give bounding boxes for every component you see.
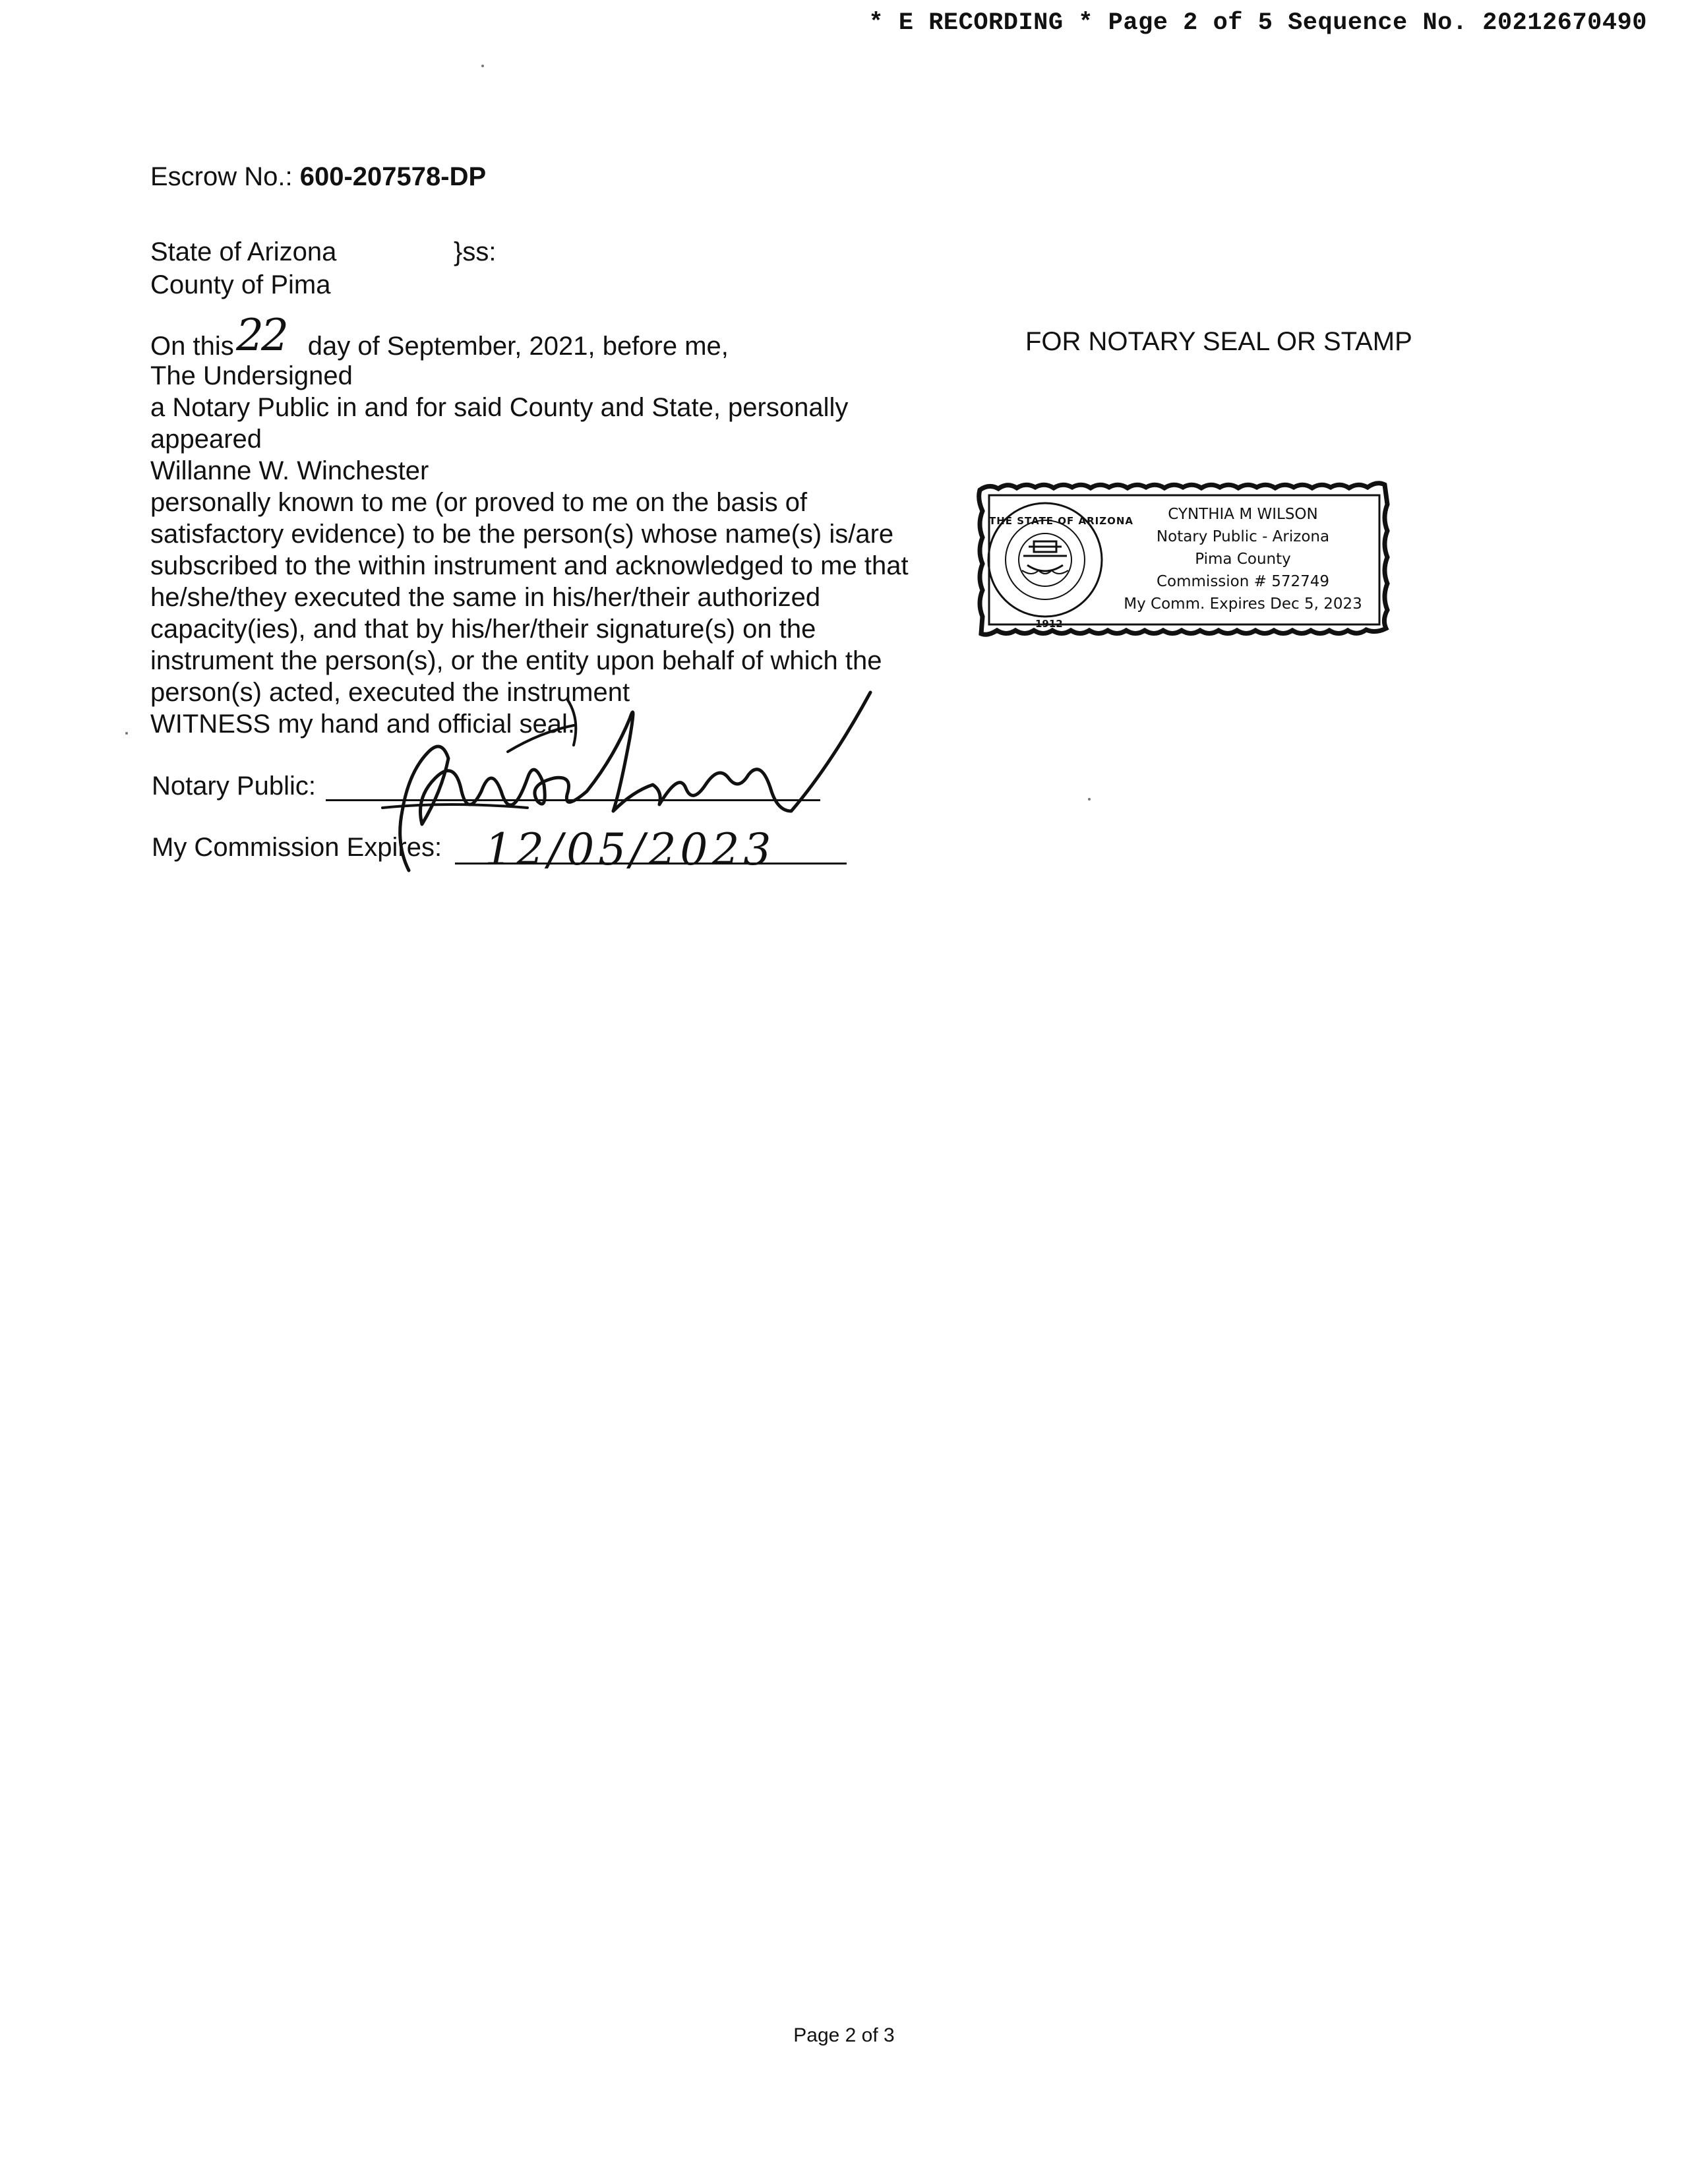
venue-ss: }ss: bbox=[454, 237, 497, 266]
seal-text-top: THE STATE OF ARIZONA bbox=[989, 515, 1134, 527]
scan-speck bbox=[1088, 798, 1091, 801]
acknowledgment-line: personally known to me (or proved to me on the basis of bbox=[150, 488, 808, 517]
acknowledgment-line: a Notary Public in and for said County and State, personally bbox=[150, 393, 849, 422]
acknowledgment-line: satisfactory evidence) to be the person(s) whose name(s) is/are bbox=[150, 520, 894, 549]
seal-caption: FOR NOTARY SEAL OR STAMP bbox=[1025, 327, 1412, 356]
notary-stamp bbox=[976, 478, 1391, 653]
day-rest-text: day of September, 2021, before me, bbox=[307, 332, 729, 361]
acknowledgment-line: The Undersigned bbox=[150, 361, 353, 390]
witness-line: WITNESS my hand and official seal. bbox=[150, 710, 575, 739]
stamp-text bbox=[1121, 503, 1365, 615]
recording-header: * E RECORDING * Page 2 of 5 Sequence No. 20212670490 bbox=[868, 9, 1647, 37]
acknowledgment-line: appeared bbox=[150, 425, 262, 454]
page-footer: Page 2 of 3 bbox=[793, 2024, 895, 2046]
acknowledgment-line: capacity(ies), and that by his/her/their signature(s) on the bbox=[150, 615, 816, 644]
notary-public-label: Notary Public: bbox=[152, 772, 316, 801]
commission-expires-label: My Commission Expires: bbox=[152, 833, 442, 862]
venue-county: County of Pima bbox=[150, 270, 331, 299]
handwritten-day: 22 bbox=[236, 310, 286, 361]
venue-state: State of Arizona bbox=[150, 237, 337, 266]
signer-name: Willanne W. Winchester bbox=[150, 456, 429, 485]
stamp-notary-title: Notary Public - Arizona bbox=[1156, 528, 1330, 545]
acknowledgment-line: instrument the person(s), or the entity upon behalf of which the bbox=[150, 646, 882, 675]
acknowledgment-line: subscribed to the within instrument and acknowledged to me that bbox=[150, 551, 909, 580]
escrow-label: Escrow No.: bbox=[150, 162, 293, 191]
handwritten-expiration: 12/05/2023 bbox=[485, 824, 775, 875]
seal-year: 1912 bbox=[1035, 618, 1063, 630]
acknowledgment-line: he/she/they executed the same in his/her/their authorized bbox=[150, 583, 821, 612]
stamp-commission: Commission # 572749 bbox=[1156, 573, 1330, 590]
stamp-expires: My Comm. Expires Dec 5, 2023 bbox=[1124, 595, 1362, 613]
acknowledgment-line: person(s) acted, executed the instrument bbox=[150, 678, 630, 707]
escrow-value: 600-207578-DP bbox=[299, 162, 487, 191]
escrow-number bbox=[150, 161, 486, 193]
stamp-county: Pima County bbox=[1195, 551, 1291, 568]
stamp-notary-name: CYNTHIA M WILSON bbox=[1168, 506, 1318, 523]
scan-speck bbox=[481, 65, 484, 67]
on-this-text: On this bbox=[150, 332, 234, 361]
scan-speck bbox=[125, 732, 128, 735]
